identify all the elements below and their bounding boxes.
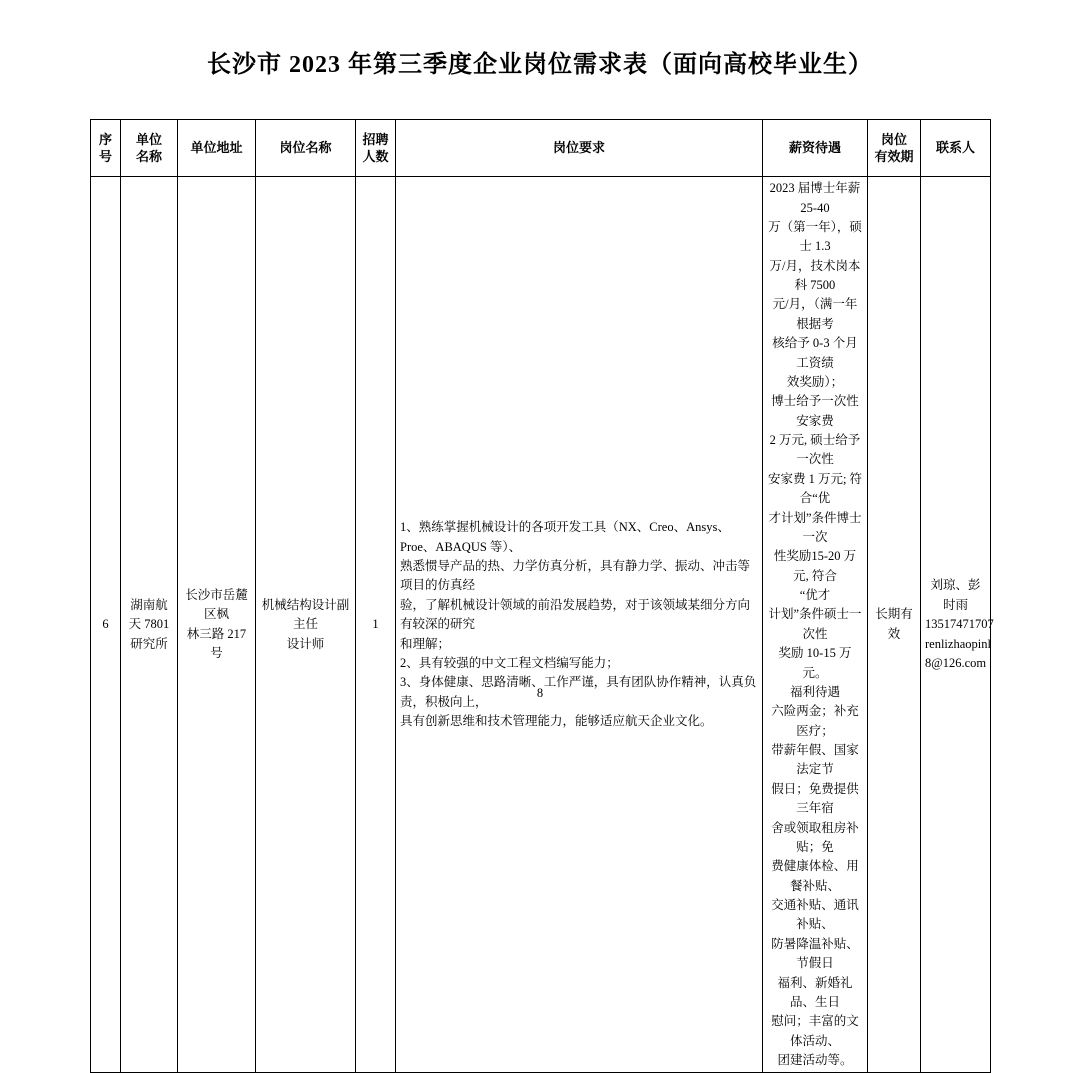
- page-title: 长沙市 2023 年第三季度企业岗位需求表（面向高校毕业生）: [207, 52, 873, 78]
- column-header-contact: 联系人: [921, 120, 991, 177]
- table-row: [91, 177, 991, 1073]
- salary-line: 假日；免费提供三年宿: [771, 781, 859, 816]
- salary-line: 才计划”条件博士一次: [768, 510, 862, 544]
- column-header-count: [356, 120, 396, 177]
- job-title-line: 机械结构设计副主任: [261, 597, 350, 632]
- cell-valid-period: 长期有效: [868, 177, 921, 1073]
- cell-salary: [763, 177, 868, 1073]
- requirements-line: 1、熟练掌握机械设计的各项开发工具（NX、Creo、Ansys、Proe、ABAQUS 等）、: [400, 520, 730, 554]
- salary-line: 费健康体检、用餐补贴、: [771, 859, 859, 893]
- salary-line: “优才: [799, 588, 831, 603]
- contact-line: 刘琼、彭时雨: [930, 578, 981, 612]
- job-title-line: 设计师: [286, 636, 325, 651]
- column-header-address: 单位地址: [178, 120, 256, 177]
- salary-line: 万/月，技术岗本科 7500: [769, 258, 861, 293]
- table-header-row: [91, 120, 991, 177]
- salary-line: 2023 届博士年薪 25-40: [769, 181, 861, 215]
- column-header-unit-name-line1: 单位: [135, 131, 162, 147]
- column-header-valid-period: [868, 120, 921, 177]
- contact-line: 8@126.com: [925, 655, 987, 670]
- salary-line: 交通补贴、通讯补贴、: [771, 898, 859, 932]
- requirements-line: 3、身体健康、思路清晰、工作严谨，具有团队协作精神，认真负责，积极向上，: [400, 675, 757, 709]
- unit-name-line: 研究所: [130, 636, 168, 651]
- column-header-count-line1: 招聘: [362, 131, 389, 147]
- contact-line: renlizhaopinl: [925, 636, 991, 651]
- cell-job-title: [256, 177, 356, 1073]
- salary-line: 奖励 10-15 万元。: [778, 646, 852, 680]
- requirements-line: 2、具有较强的中文工程文档编写能力；: [400, 655, 619, 670]
- column-header-count-line2: 人数: [362, 149, 389, 165]
- column-header-job-title: 岗位名称: [256, 120, 356, 177]
- contact-line: 13517471707: [925, 617, 994, 632]
- salary-line: 效奖励）；: [786, 374, 844, 389]
- column-header-requirements: 岗位要求: [396, 120, 763, 177]
- salary-line: 福利待遇: [789, 684, 840, 699]
- salary-line: 福利、新婚礼品、生日: [777, 975, 853, 1009]
- salary-line: 性奖励15-20 万元, 符合: [773, 549, 857, 583]
- column-header-salary: 薪资待遇: [763, 120, 868, 177]
- page-number: 8: [536, 686, 544, 700]
- salary-line: 核给予 0-3 个月工资绩: [772, 336, 858, 370]
- salary-line: 2 万元, 硕士给予一次性: [769, 433, 861, 467]
- column-header-unit-name-line2: 名称: [135, 149, 162, 165]
- salary-line: 带薪年假、国家法定节: [771, 743, 859, 777]
- cell-unit-name: [121, 177, 178, 1073]
- salary-line: 博士给予一次性安家费: [771, 394, 859, 428]
- column-header-unit-name: [121, 120, 178, 177]
- requirements-line: 验，了解机械设计领域的前沿发展趋势，对于该领域某细分方向有较深的研究: [400, 597, 751, 632]
- cell-contact: [921, 177, 994, 1073]
- cell-seq: 6: [91, 177, 121, 1073]
- salary-line: 六险两金；补充医疗；: [771, 704, 859, 738]
- column-header-valid-line2: 有效期: [874, 149, 914, 165]
- address-line: 林三路 217 号: [186, 626, 247, 661]
- requirements-line: 具有创新思维和技术管理能力，能够适应航天企业文化。: [400, 714, 713, 728]
- salary-line: 慰问；丰富的文体活动、: [771, 1014, 859, 1048]
- jobs-table: [90, 119, 994, 1073]
- salary-line: 元/月，（满一年根据考: [772, 297, 858, 331]
- salary-line: 计划”条件硕士一次性: [768, 607, 862, 641]
- address-line: 长沙市岳麓区枫: [185, 588, 248, 622]
- jobs-table-container: [90, 119, 994, 1073]
- column-header-valid-line1: 岗位: [880, 131, 907, 147]
- cell-count: 1: [356, 177, 396, 1073]
- requirements-line: 和理解；: [400, 636, 451, 651]
- salary-line: 防暑降温补贴、节假日: [771, 936, 859, 971]
- column-header-seq: 序号: [91, 120, 121, 177]
- cell-address: [178, 177, 256, 1073]
- salary-line: 万（第一年），硕士 1.3: [768, 219, 862, 254]
- cell-requirements: [396, 177, 763, 1073]
- salary-line: 团建活动等。: [777, 1053, 853, 1068]
- salary-line: 舍或领取租房补贴；免: [771, 820, 859, 854]
- unit-name-line: 天 7801: [128, 617, 170, 632]
- unit-name-line: 湖南航: [130, 597, 168, 612]
- requirements-line: 熟悉惯导产品的热、力学仿真分析，具有静力学、振动、冲击等项目的仿真经: [400, 559, 751, 593]
- salary-line: 安家费 1 万元; 符合“优: [767, 471, 863, 506]
